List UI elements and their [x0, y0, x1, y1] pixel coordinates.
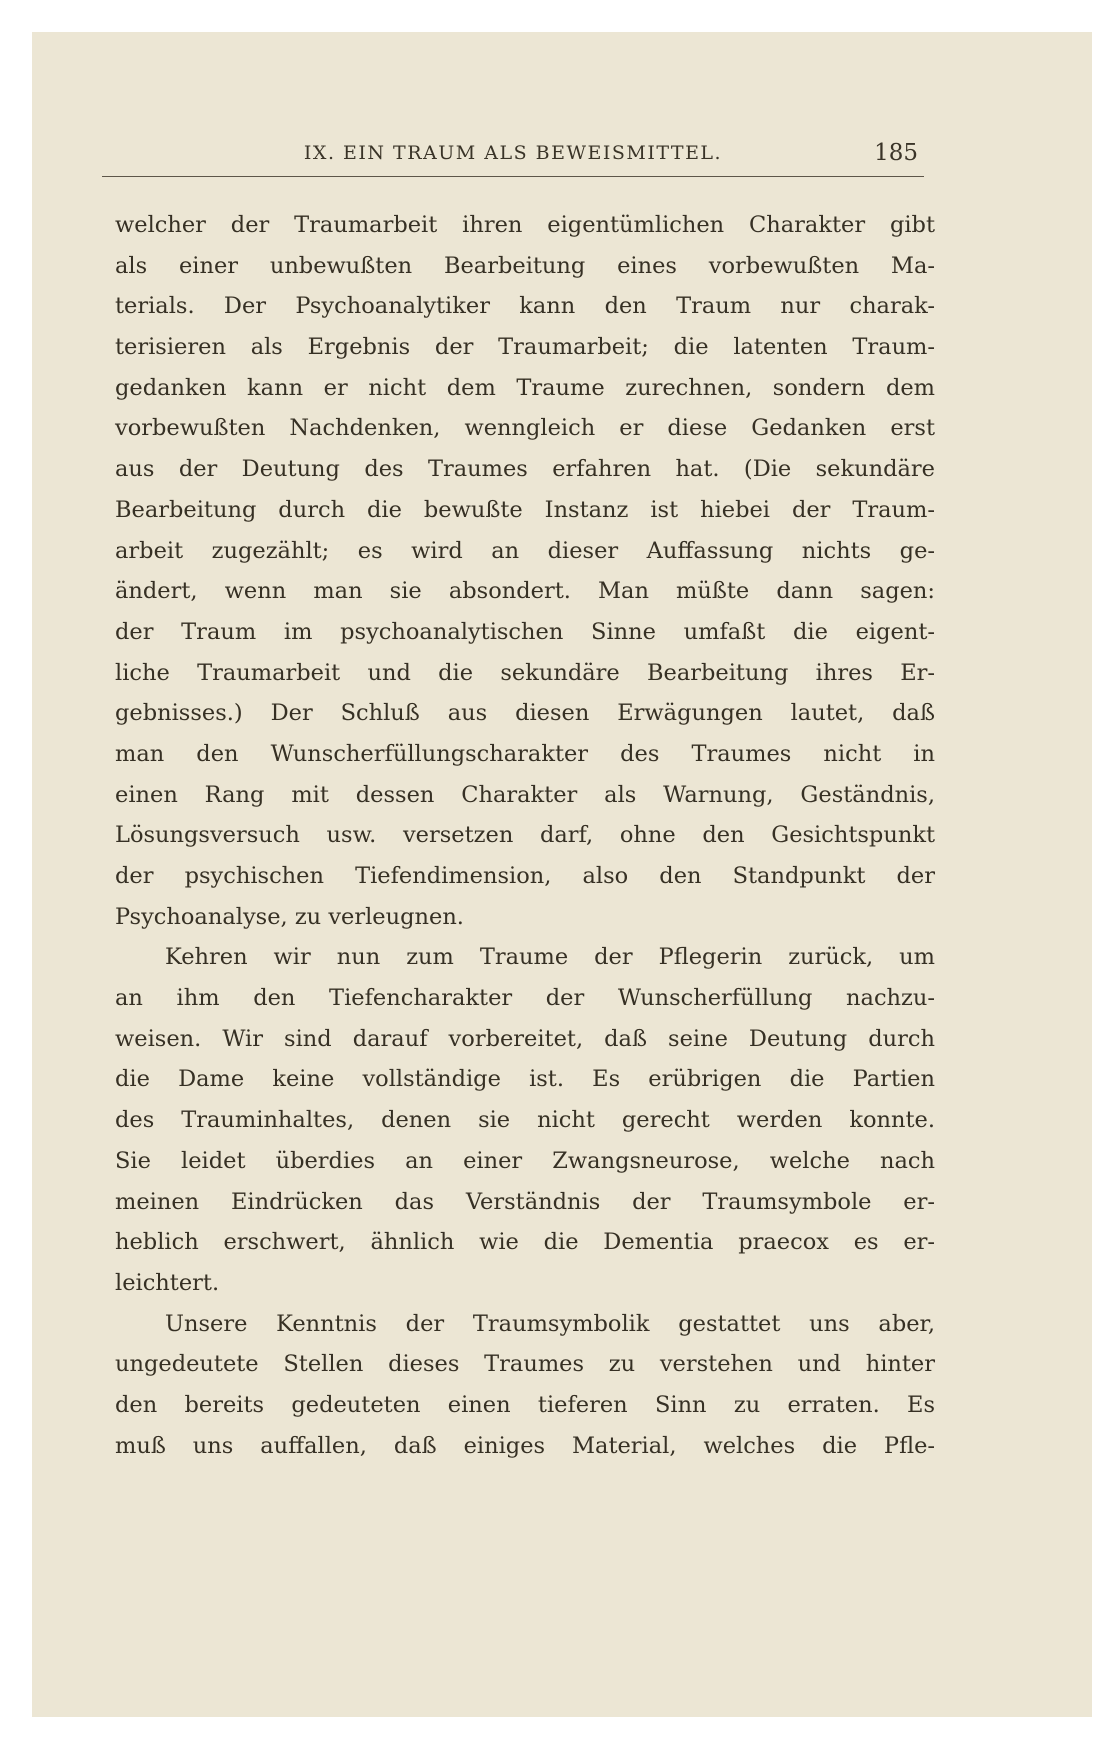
text-line: den bereits gedeuteten einen tieferen Sinn zu erraten. Es: [115, 1391, 935, 1418]
text-line: der Traum im psychoanalytischen Sinne umfaßt die eigent-: [115, 618, 935, 645]
text-line: liche Traumarbeit und die sekundäre Bearbeitung ihres Er-: [115, 659, 935, 686]
text-line: arbeit zugezählt; es wird an dieser Auffassung nichts ge-: [115, 537, 935, 564]
text-line: aus der Deutung des Traumes erfahren hat. (Die sekundäre: [115, 456, 935, 483]
text-line: man den Wunscherfüllungscharakter des Traumes nicht in: [115, 740, 935, 767]
paragraph-start-line: Kehren wir nun zum Traume der Pflegerin zurück, um: [165, 944, 935, 971]
text-line: ändert, wenn man sie absondert. Man müßte dann sagen:: [115, 578, 935, 605]
text-line: ungedeutete Stellen dieses Traumes zu verstehen und hinter: [115, 1351, 935, 1378]
paragraph-end-line: leichtert.: [115, 1269, 220, 1296]
text-line: terials. Der Psychoanalytiker kann den Traum nur charak-: [115, 293, 935, 320]
text-line: der psychischen Tiefendimension, also den Standpunkt der: [115, 863, 935, 889]
page-header: [102, 140, 924, 177]
text-line: einen Rang mit dessen Charakter als Warnung, Geständnis,: [115, 781, 935, 808]
page-number: 185: [874, 140, 918, 166]
text-line: an ihm den Tiefencharakter der Wunscherfüllung nachzu-: [115, 985, 935, 1012]
text-line: meinen Eindrücken das Verständnis der Traumsymbole er-: [115, 1188, 935, 1215]
text-line: Sie leidet überdies an einer Zwangsneurose, welche nach: [115, 1147, 935, 1174]
text-line: heblich erschwert, ähnlich wie die Dementia praecox es er-: [115, 1229, 935, 1256]
text-line: gebnisses.) Der Schluß aus diesen Erwägungen lautet, daß: [115, 700, 935, 727]
text-line: welcher der Traumarbeit ihren eigentümlichen Charakter gibt: [115, 212, 935, 238]
text-line: vorbewußten Nachdenken, wenngleich er diese Gedanken erst: [115, 415, 935, 442]
text-line: gedanken kann er nicht dem Traume zurechnen, sondern dem: [115, 374, 935, 401]
running-title: IX. EIN TRAUM ALS BEWEISMITTEL.: [303, 142, 723, 164]
text-line: des Trauminhaltes, denen sie nicht gerecht werden konnte.: [115, 1107, 935, 1134]
text-line: weisen. Wir sind darauf vorbereitet, daß seine Deutung durch: [115, 1025, 935, 1052]
text-line: Bearbeitung durch die bewußte Instanz ist hiebei der Traum-: [115, 496, 935, 523]
body-text: [115, 205, 935, 1466]
text-line: Lösungsversuch usw. versetzen darf, ohne den Gesichtspunkt: [115, 822, 935, 849]
text-line: als einer unbewußten Bearbeitung eines vorbewußten Ma-: [115, 252, 935, 279]
paragraph-start-line: Unsere Kenntnis der Traumsymbolik gestattet uns aber,: [165, 1310, 935, 1337]
text-line: terisieren als Ergebnis der Traumarbeit; die latenten Traum-: [115, 334, 935, 361]
text-line: muß uns auffallen, daß einiges Material, welches die Pfle-: [115, 1432, 935, 1459]
text-line: die Dame keine vollständige ist. Es erübrigen die Partien: [115, 1066, 935, 1093]
paragraph-end-line: Psychoanalyse, zu verleugnen.: [115, 903, 464, 930]
